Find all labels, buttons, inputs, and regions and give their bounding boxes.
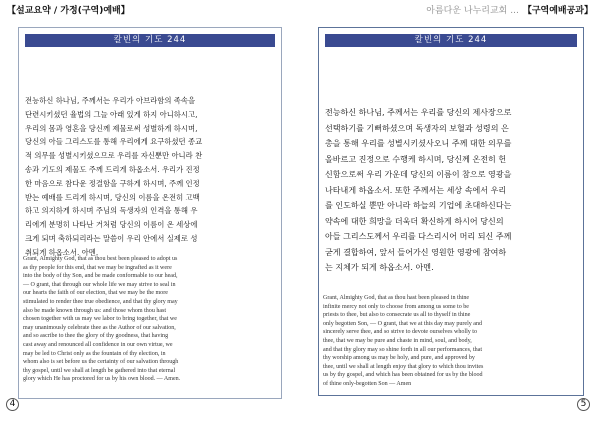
left-page-number: 4 — [6, 398, 19, 411]
right-english-prayer: Grant, Almighty God, that as thou hast been pleased in thine infinite mercy not only to choose from among us some to be priests to thee, but also to consecrate us all to thyself in thine only begotten Son, — O grant, that we at this day may purely and sincerely serve thee, and so strive to devote ourselves wholly to thee, that we may be pure and chaste in mind, soul, and body, and that thy glory may so shine forth in all our performances, that thy worship among us may be holy, and pure, and approved by thee, until we shall at length enjoy that glory to which thou invites us by thy gospel, and which has been obtained for us by the blood of thine only-begotten Son — Amen — [323, 295, 484, 387]
right-prayer-box — [318, 27, 584, 396]
left-prayer-box — [18, 27, 282, 399]
right-page-number: 5 — [577, 398, 590, 411]
right-header — [426, 3, 593, 16]
right-header-label: 【구역예배공과】 — [522, 6, 593, 16]
right-page — [300, 0, 600, 424]
left-korean-prayer: 전능하신 하나님, 주께서는 우리가 아브라함의 족속을 단련시키셨던 율법의 그늘 아래 있게 하지 아니하시고, 우리의 몸과 영혼을 당신께 제물로써 성별하게 하시며, 당신의 아들 그리스도를 통해 우리에게 요구하셨던 종교 적 의무를 성별시키셨으므로 우리를 자신뿐만 아니라 찬 송과 기도의 제물도 주께 드리게 하옵소서. 우리가 진정 한 마음으로 참다운 정결함을 구하게 하시며, 주께 인정 받는 예배를 드리게 하시며, 당신의 이름을 온전히 고백 하고 의지하게 하시며 주님의 독생자의 인격을 통해 우 리에게 분명히 나타난 거처럼 당신의 이름이 온 세상에 크게 되며 축하되리라는 말씀이 우리 안에서 실제로 성 취되게 하옵소서. 아멘. — [25, 96, 203, 257]
right-header-church: 아름다운 나누리교회 ... — [426, 6, 519, 16]
left-english-prayer: Grant, Almighty God, that as thou best been pleased to adopt us as thy people for this end, that we may be ingrafted as it were into the body of thy Son, and be made conformable to our head, — O grant, that through our whole life we may strive to seal in our hearts the faith of our election, that we may be the more stimulated to render thee true obedience, and that thy glory may also be made known through us: and those whom thou hast chosen together with us may we labor to bring together, that we may unanimously celebrate thee as the Author of our salvation, and so ascribe to thee the glory of thy goodness, that having cast away and renounced all confidence in our own virtue, we may be led to Christ only as the fountain of thy election, in whom also is set before us the certainty of our salvation through thy gospel, until we shall at length be gathered into that eternal glory which He has proctored for us by his own blood. — Amen. — [23, 256, 181, 383]
left-title-bar: 칼빈의 기도 244 — [25, 34, 275, 47]
left-header: 【설교요약 / 가정(구역)예배】 — [7, 6, 130, 16]
right-korean-prayer: 전능하신 하나님, 주께서는 우리를 당신의 제사장으로 선택하기를 기뻐하셨으며 독생자의 보혈과 성령의 은 총을 통해 우리를 성별시키셨사오니 주께 대한 의무를 올바르고 진정으로 수행케 하시며, 당신께 온전히 헌 신함으로써 우리 가운데 당신의 이름이 참으로 영광을 나타내게 하옵소서. 또한 주께서는 세상 속에서 우리 를 인도하실 뿐만 아니라 하늘의 기업에 초대하신다는 약속에 대한 희망을 더욱더 확신하게 하시어 당신의 아들 그리스도께서 우리를 다스리시어 머리 되신 주께 굳게 결합하여, 앞서 들어가신 영원한 영광에 참여하 는 지체가 되게 하옵소서. 아멘. — [325, 108, 512, 272]
right-title-bar: 칼빈의 기도 244 — [325, 34, 577, 47]
